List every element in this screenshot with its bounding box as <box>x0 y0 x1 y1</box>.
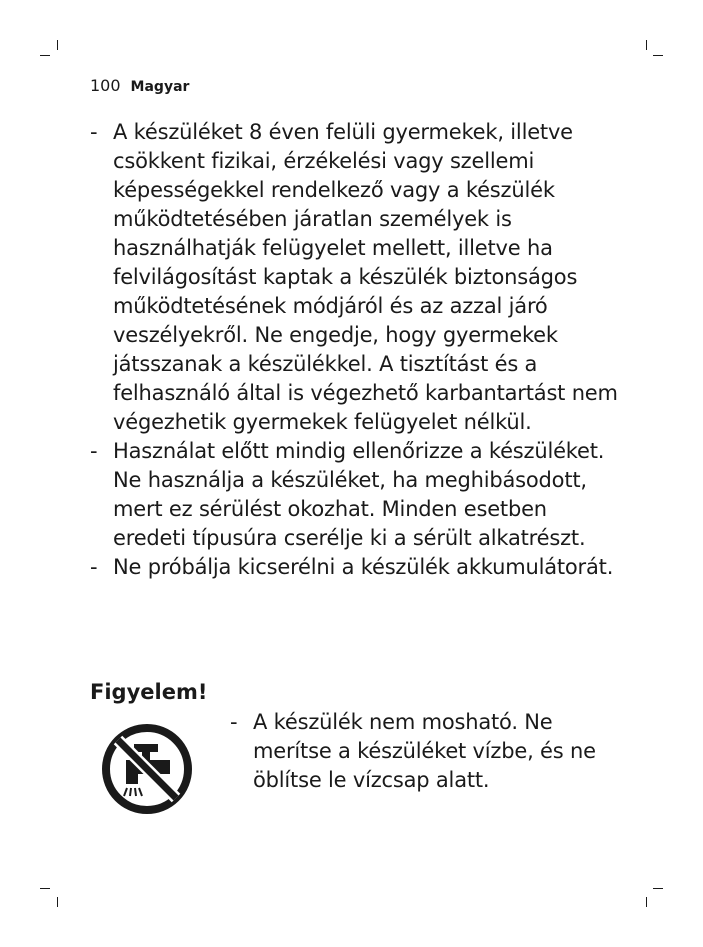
list-dash: - <box>90 555 98 579</box>
crop-mark <box>646 40 647 50</box>
list-item <box>230 708 610 795</box>
crop-mark <box>653 888 663 889</box>
page-number: 100 <box>90 76 121 95</box>
list-item <box>90 437 620 553</box>
list-item-text: Ne próbálja kicserélni a készülék akkumulátorát. <box>113 555 614 579</box>
warning-title: Figyelem! <box>90 680 208 704</box>
crop-mark <box>57 897 58 907</box>
crop-mark <box>40 55 50 56</box>
crop-mark <box>646 897 647 907</box>
list-item <box>90 553 620 582</box>
crop-mark <box>57 40 58 50</box>
crop-mark <box>653 55 663 56</box>
crop-mark <box>40 888 50 889</box>
list-item-text: A készülék nem mosható. Ne merítse a készüléket vízbe, és ne öblítse le vízcsap alatt. <box>253 710 596 792</box>
list-item-text: A készüléket 8 éven felüli gyermekek, illetve csökkent fizikai, érzékelési vagy szellemi képességekkel rendelkező vagy a készülék működtetésében járatlan személyek is használhatják felügyelet mellett, illetve ha felvilágosítást kaptak a készülék biztonságos működtetésének módjáról és az azzal járó veszélyekről. Ne engedje, hogy gyermekek játsszanak a készülékkel. A tisztítást és a felhasználó által is végezhető karbantartást nem végezhetik gyermekek felügyelet nélkül. <box>113 120 618 434</box>
list-dash: - <box>90 120 98 144</box>
list-dash: - <box>230 710 238 734</box>
no-water-tap-icon <box>100 722 194 816</box>
page-header <box>90 76 189 95</box>
safety-list <box>90 118 620 582</box>
language-label: Magyar <box>130 79 190 95</box>
list-item-text: Használat előtt mindig ellenőrizze a készüléket. Ne használja a készüléket, ha meghibásodott, mert ez sérülést okozhat. Minden esetben eredeti típusúra cserélje ki a sérült alkatrészt. <box>113 439 605 550</box>
list-item <box>90 118 620 437</box>
warning-list <box>230 708 610 795</box>
list-dash: - <box>90 439 98 463</box>
